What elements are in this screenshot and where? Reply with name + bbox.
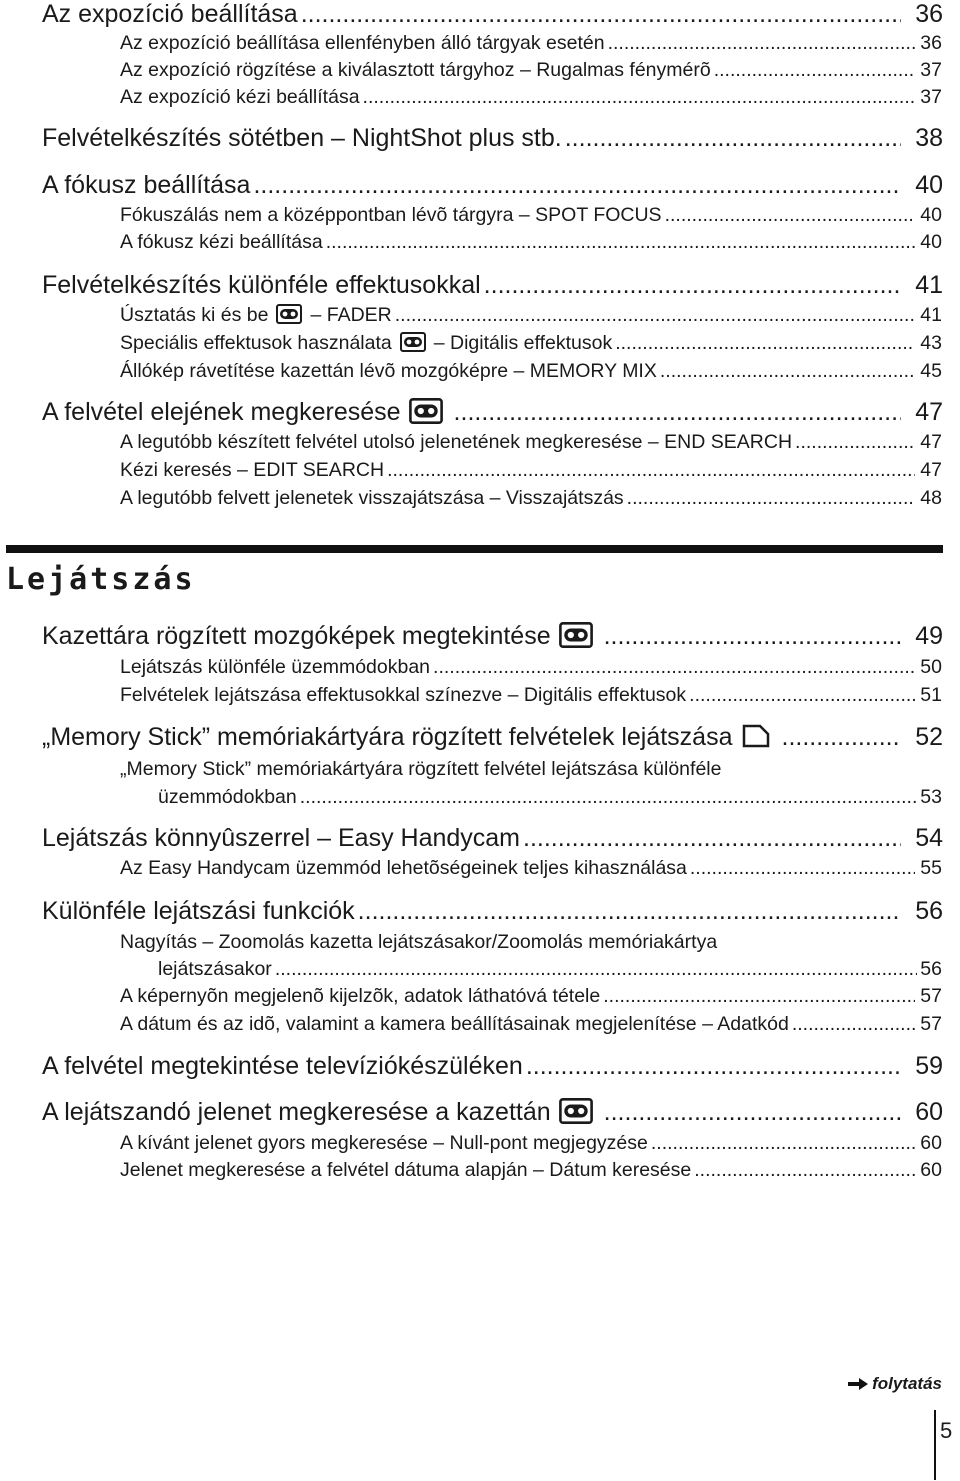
toc-subentry-title: Kézi keresés – EDIT SEARCH	[120, 459, 385, 481]
toc-subentry-title: Az expozíció rögzítése a kiválasztott tárgyhoz – Rugalmas fénymérõ	[120, 59, 711, 81]
toc-page-number: 40	[915, 171, 943, 199]
toc-subentry-title: Úsztatás ki és be – FADER	[120, 304, 392, 326]
leader-dots	[615, 332, 915, 355]
leader-dots	[603, 985, 915, 1008]
leader-dots	[454, 398, 902, 427]
toc-subentry[interactable]	[120, 304, 942, 327]
toc-subentry[interactable]	[120, 86, 942, 109]
toc-page-number: 43	[920, 332, 942, 354]
toc-entry[interactable]	[42, 622, 943, 651]
toc-entry-title: Felvételkészítés sötétben – NightShot plus stb.	[42, 124, 562, 152]
toc-page-number: 60	[920, 1159, 942, 1181]
toc-page-number: 60	[920, 1132, 942, 1154]
toc-page-number: 54	[915, 824, 943, 852]
toc-subentry[interactable]	[120, 656, 942, 679]
leader-dots	[433, 656, 915, 679]
leader-dots	[651, 1132, 915, 1155]
toc-subentry[interactable]	[120, 360, 942, 383]
toc-subentry-title: A kívánt jelenet gyors megkeresése – Null-pont megjegyzése	[120, 1132, 648, 1154]
toc-subentry[interactable]	[120, 1132, 942, 1155]
toc-entry[interactable]	[42, 171, 943, 200]
toc-page-number: 52	[915, 723, 943, 751]
toc-subentry[interactable]	[120, 857, 942, 880]
toc-page-number: 55	[920, 857, 942, 879]
toc-subentry-line[interactable]: Nagyítás – Zoomolás kazetta lejátszásakor/Zoomolás memóriakártya	[120, 931, 718, 953]
tape-icon	[409, 398, 443, 424]
toc-page-number: 36	[920, 32, 942, 54]
tape-icon	[559, 1098, 593, 1124]
tape-icon	[276, 304, 302, 324]
toc-entry-title: Kazettára rögzített mozgóképek megtekintése	[42, 622, 601, 651]
toc-subentry[interactable]	[120, 332, 942, 355]
toc-entry[interactable]	[42, 897, 943, 926]
toc-page-number: 48	[920, 487, 942, 509]
toc-entry[interactable]	[42, 0, 943, 29]
toc-subentry-title: A fókusz kézi beállítása	[120, 231, 323, 253]
toc-subentry[interactable]	[158, 786, 942, 809]
leader-dots	[665, 204, 916, 227]
toc-page-number: 47	[920, 431, 942, 453]
toc-subentry[interactable]	[120, 684, 942, 707]
leader-dots	[300, 786, 918, 809]
leader-dots	[526, 1052, 901, 1081]
toc-subentry[interactable]	[120, 204, 942, 227]
leader-dots	[301, 0, 901, 29]
toc-page-number: 56	[915, 897, 943, 925]
toc-entry-title: Felvételkészítés különféle effektusokkal	[42, 271, 481, 299]
toc-subentry-title: A dátum és az idõ, valamint a kamera beállításainak megjelenítése – Adatkód	[120, 1013, 789, 1035]
toc-subentry[interactable]	[120, 59, 942, 82]
toc-entry[interactable]	[42, 1098, 943, 1127]
leader-dots	[358, 897, 902, 926]
toc-page-number: 49	[915, 622, 943, 650]
toc-entry-title: Különféle lejátszási funkciók	[42, 897, 355, 925]
toc-subentry-title: lejátszásakor	[158, 958, 272, 980]
toc-subentry-title: A képernyõn megjelenõ kijelzõk, adatok láthatóvá tétele	[120, 985, 601, 1007]
toc-page-number: 56	[920, 958, 942, 980]
toc-subentry-title: Speciális effektusok használata – Digitális effektusok	[120, 332, 613, 354]
leader-dots	[795, 431, 915, 454]
toc-subentry-title: Fókuszálás nem a középpontban lévõ tárgyra – SPOT FOCUS	[120, 204, 662, 226]
leader-dots	[604, 622, 902, 651]
toc-entry-title: „Memory Stick” memóriakártyára rögzített felvételek lejátszása	[42, 723, 779, 752]
leader-dots	[253, 171, 901, 200]
toc-entry-title: Az expozíció beállítása	[42, 0, 298, 28]
tape-icon	[400, 332, 426, 352]
toc-page-number: 45	[920, 360, 942, 382]
leader-dots	[694, 1159, 915, 1182]
toc-page-number: 59	[915, 1052, 943, 1080]
toc-entry[interactable]	[42, 271, 943, 300]
toc-subentry[interactable]	[158, 958, 942, 981]
continued-label: folytatás	[872, 1374, 942, 1393]
toc-page-number: 57	[920, 1013, 942, 1035]
toc-page-number: 47	[920, 459, 942, 481]
tape-icon	[559, 622, 593, 648]
toc-entry-title: A fókusz beállítása	[42, 171, 251, 199]
toc-subentry-title: Az expozíció beállítása ellenfényben álló tárgyak esetén	[120, 32, 605, 54]
toc-subentry[interactable]	[120, 487, 942, 510]
toc-page-number: 37	[920, 86, 942, 108]
arrow-right-icon	[847, 1377, 869, 1391]
toc-subentry-title: Jelenet megkeresése a felvétel dátuma alapján – Dátum keresése	[120, 1159, 692, 1181]
leader-dots	[523, 824, 901, 853]
leader-dots	[714, 59, 916, 82]
toc-subentry-title: üzemmódokban	[158, 786, 297, 808]
toc-subentry-title: Lejátszás különféle üzemmódokban	[120, 656, 431, 678]
toc-page-number: 53	[920, 786, 942, 808]
leader-dots	[326, 231, 916, 254]
leader-dots	[608, 32, 916, 55]
toc-subentry[interactable]	[120, 1159, 942, 1182]
toc-subentry[interactable]	[120, 231, 942, 254]
toc-page-number: 37	[920, 59, 942, 81]
leader-dots	[387, 459, 915, 482]
toc-subentry-line[interactable]: „Memory Stick” memóriakártyára rögzített felvétel lejátszása különféle	[120, 758, 722, 780]
toc-entry[interactable]	[42, 723, 943, 752]
leader-dots	[604, 1098, 902, 1127]
section-divider	[6, 545, 943, 553]
leader-dots	[782, 723, 902, 752]
toc-entry[interactable]	[42, 398, 943, 427]
toc-subentry-title: Az Easy Handycam üzemmód lehetõségeinek teljes kihasználása	[120, 857, 687, 879]
toc-subentry-title: A legutóbb készített felvétel utolsó jelenetének megkeresése – END SEARCH	[120, 431, 793, 453]
leader-dots	[689, 684, 915, 707]
toc-subentry[interactable]	[120, 459, 942, 482]
toc-entry-title: A felvétel megtekintése televíziókészüléken	[42, 1052, 523, 1080]
toc-page-number: 41	[915, 271, 943, 299]
toc-entry[interactable]	[42, 824, 943, 853]
toc-page-number: 36	[915, 0, 943, 28]
section-title: Lejátszás	[6, 562, 196, 597]
toc-page-number: 51	[920, 684, 942, 706]
leader-dots	[627, 487, 916, 510]
toc-page-number: 40	[920, 231, 942, 253]
toc-subentry-title: Az expozíció kézi beállítása	[120, 86, 360, 108]
toc-page-number: 47	[915, 398, 943, 426]
toc-subentry-title: A legutóbb felvett jelenetek visszajátszása – Visszajátszás	[120, 487, 624, 509]
page-number-rule	[934, 1410, 936, 1480]
toc-subentry-title: Felvételek lejátszása effektusokkal színezve – Digitális effektusok	[120, 684, 687, 706]
memory-stick-icon	[741, 723, 771, 749]
toc-subentry[interactable]	[120, 32, 942, 55]
toc-subentry[interactable]	[120, 1013, 942, 1036]
toc-entry[interactable]	[42, 124, 943, 153]
leader-dots	[660, 360, 915, 383]
leader-dots	[275, 958, 917, 981]
continued-link[interactable]	[847, 1374, 942, 1394]
toc-entry-title: A lejátszandó jelenet megkeresése a kazettán	[42, 1098, 601, 1127]
leader-dots	[792, 1013, 915, 1036]
toc-page-number: 57	[920, 985, 942, 1007]
toc-entry-title: A felvétel elejének megkeresése	[42, 398, 451, 427]
page-number: 5	[940, 1418, 953, 1443]
toc-subentry[interactable]	[120, 431, 942, 454]
toc-page-number: 40	[920, 204, 942, 226]
toc-page-number: 60	[915, 1098, 943, 1126]
leader-dots	[565, 124, 901, 153]
leader-dots	[484, 271, 902, 300]
leader-dots	[363, 86, 916, 109]
leader-dots	[395, 304, 916, 327]
toc-page-number: 50	[920, 656, 942, 678]
leader-dots	[690, 857, 915, 880]
toc-subentry-title: Állókép rávetítése kazettán lévõ mozgóképre – MEMORY MIX	[120, 360, 657, 382]
toc-entry[interactable]	[42, 1052, 943, 1081]
toc-page-number: 38	[915, 124, 943, 152]
toc-subentry[interactable]	[120, 985, 942, 1008]
toc-page-number: 41	[920, 304, 942, 326]
toc-entry-title: Lejátszás könnyûszerrel – Easy Handycam	[42, 824, 521, 852]
